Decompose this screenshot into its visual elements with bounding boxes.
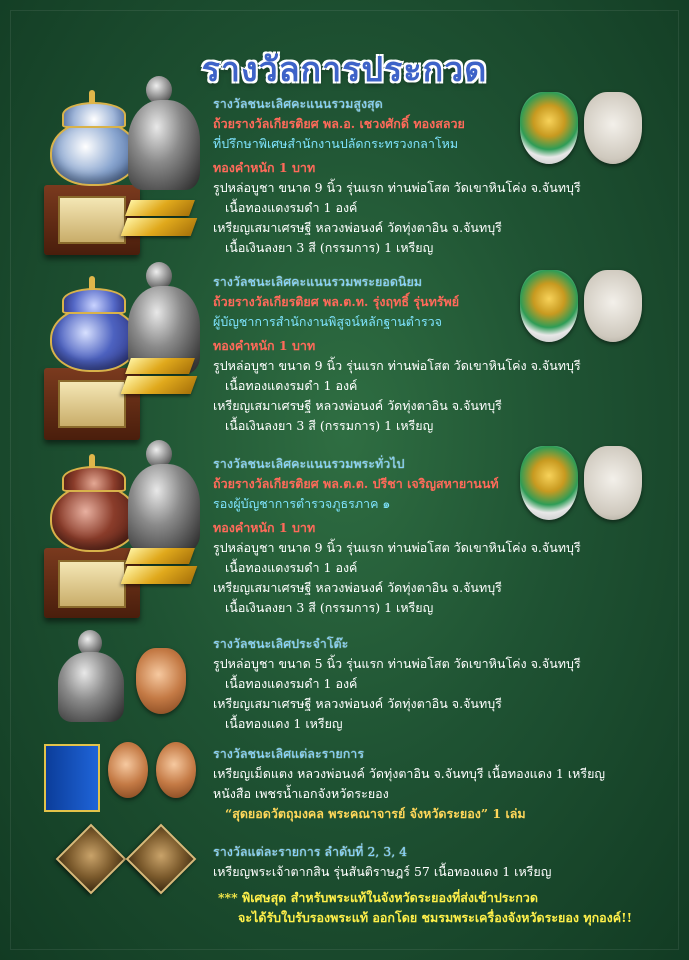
trophy-bowl [50,484,138,552]
trophy-finial [89,454,95,468]
book-image [44,744,100,812]
trophy-sub-line: ที่ปรึกษาพิเศษสำนักงานปลัดกระทรวงกลาโหม [213,136,459,151]
trophy-lid [62,288,126,314]
monk-statue [128,100,200,190]
prize-item: เหรียญเสมาเศรษฐี หลวงพ่อนงค์ วัดทุ่งตาอิน จ.จันทบุรี [213,398,502,413]
section-text [213,272,683,436]
monk-statue [128,464,200,552]
trophy-sub-line: รองผู้บัญชาการตำรวจภูธรภาค ๑ [213,496,391,511]
section-text [213,454,683,618]
gold-bar [121,376,198,394]
trophy-plaque [58,380,126,428]
trophy-bowl [50,306,138,372]
medal-copper-front [108,742,148,798]
gold-line: ทองคำหนัก 1 บาท [213,160,316,175]
section-heading: รางวัลชนะเลิศประจำโต๊ะ [213,636,349,651]
book-title: “สุดยอดวัตถุมงคล พระคณาจารย์ จังหวัดระยอง” 1 เล่ม [225,806,526,821]
trophy-sub-line: ผู้บัญชาการสำนักงานพิสูจน์หลักฐานตำรวจ [213,314,443,329]
gold-bar [121,566,198,584]
section-text [213,94,683,258]
trophy-plaque [58,196,126,244]
section-heading: รางวัลชนะเลิศคะแนนรวมพระยอดนิยม [213,274,423,289]
monk-statue [58,652,124,722]
prize-item-detail: เนื้อทองแดง 1 เหรียญ [225,716,343,731]
gold-bar [125,200,195,216]
prize-item: รูปหล่อบูชา ขนาด 5 นิ้ว รุ่นแรก ท่านพ่อโสต วัดเขาหินโค่ง จ.จันทบุรี [213,656,581,671]
note-line-2: จะได้รับใบรับรองพระแท้ ออกโดย ชมรมพระเครื่องจังหวัดระยอง ทุกองค์!! [238,910,633,925]
section-heading: รางวัลชนะเลิศแต่ละรายการ [213,746,365,761]
prize-item: เหรียญเสมาเศรษฐี หลวงพ่อนงค์ วัดทุ่งตาอิน จ.จันทบุรี [213,220,502,235]
section-text [213,842,683,882]
gold-line: ทองคำหนัก 1 บาท [213,338,316,353]
prize-item-detail: เนื้อทองแดงรมดำ 1 องค์ [225,378,358,393]
trophy-finial [89,90,95,104]
prize-item: รูปหล่อบูชา ขนาด 9 นิ้ว รุ่นแรก ท่านพ่อโสต วัดเขาหินโค่ง จ.จันทบุรี [213,358,581,373]
gold-bar [125,358,195,374]
section-text [213,744,683,824]
trophy-finial [89,276,95,290]
page-title: รางวัลการประกวด [201,50,488,90]
section-heading: รางวัลชนะเลิศคะแนนรวมพระทั่วไป [213,456,405,471]
section-heading: รางวัลชนะเลิศคะแนนรวมสูงสุด [213,96,383,111]
trophy-lid [62,102,126,128]
prize-item-detail: เนื้อทองแดงรมดำ 1 องค์ [225,200,358,215]
prize-item-detail: เนื้อเงินลงยา 3 สี (กรรมการ) 1 เหรียญ [225,600,434,615]
prize-item: หนังสือ เพชรน้ำเอกจังหวัดระยอง [213,786,389,801]
prize-item: เหรียญเม็ดแตง หลวงพ่อนงค์ วัดทุ่งตาอิน จ.จันทบุรี เนื้อทองแดง 1 เหรียญ [213,766,606,781]
section-text [213,634,683,734]
trophy-line: ถ้วยรางวัลเกียรติยศ พล.อ. เชวงศักดิ์ ทองสลวย [213,116,465,131]
trophy-lid [62,466,126,492]
prize-item: เหรียญเสมาเศรษฐี หลวงพ่อนงค์ วัดทุ่งตาอิน จ.จันทบุรี [213,696,502,711]
trophy-line: ถ้วยรางวัลเกียรติยศ พล.ต.ต. ปรีชา เจริญสหายานนท์ [213,476,499,491]
prize-item-detail: เนื้อทองแดงรมดำ 1 องค์ [225,676,358,691]
prize-item: รูปหล่อบูชา ขนาด 9 นิ้ว รุ่นแรก ท่านพ่อโสต วัดเขาหินโค่ง จ.จันทบุรี [213,180,581,195]
trophy-line: ถ้วยรางวัลเกียรติยศ พล.ต.ท. รุ่งฤทธิ์ รุ่นทรัพย์ [213,294,460,309]
prize-item: เหรียญพระเจ้าตากสิน รุ่นสันติราษฎร์ 57 เนื้อทองแดง 1 เหรียญ [213,864,552,879]
medal-copper [136,648,186,714]
prize-item-detail: เนื้อเงินลงยา 3 สี (กรรมการ) 1 เหรียญ [225,418,434,433]
special-note [218,888,688,928]
trophy-bowl [50,120,138,186]
prize-item-detail: เนื้อเงินลงยา 3 สี (กรรมการ) 1 เหรียญ [225,240,434,255]
gold-bar [125,548,195,564]
gold-line: ทองคำหนัก 1 บาท [213,520,316,535]
note-line-1: *** พิเศษสุด สำหรับพระแท้ในจังหวัดระยองที่ส่งเข้าประกวด [218,890,538,905]
trophy-plaque [58,560,126,608]
section-heading: รางวัลแต่ละรายการ ลำดับที่ 2, 3, 4 [213,844,408,859]
gold-bar [121,218,198,236]
prize-item: เหรียญเสมาเศรษฐี หลวงพ่อนงค์ วัดทุ่งตาอิน จ.จันทบุรี [213,580,502,595]
prize-item-detail: เนื้อทองแดงรมดำ 1 องค์ [225,560,358,575]
medal-copper-back [156,742,196,798]
prize-item: รูปหล่อบูชา ขนาด 9 นิ้ว รุ่นแรก ท่านพ่อโสต วัดเขาหินโค่ง จ.จันทบุรี [213,540,581,555]
